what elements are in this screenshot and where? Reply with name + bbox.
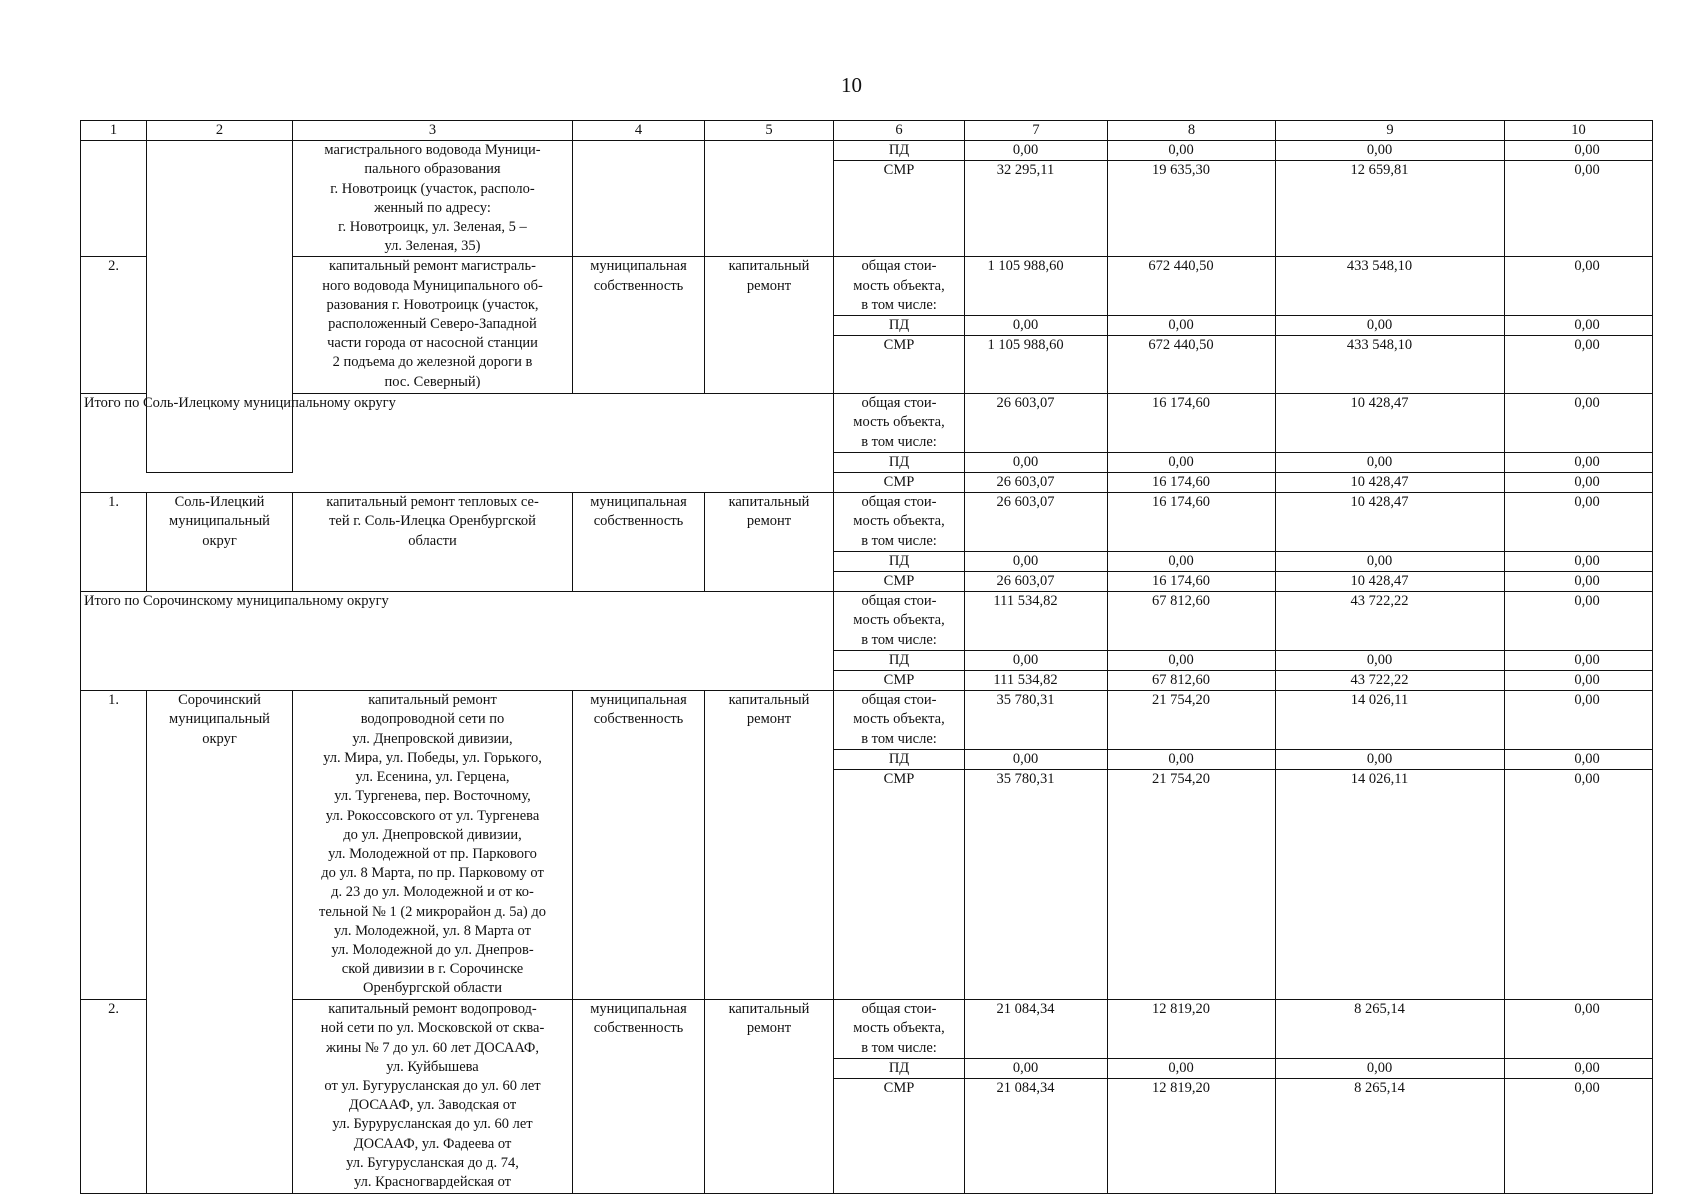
value-cell: 14 026,11 xyxy=(1276,691,1505,750)
value-cell: 21 084,34 xyxy=(965,1000,1108,1059)
value-cell: 0,00 xyxy=(1505,161,1653,257)
cost-type-pd: ПД xyxy=(834,749,965,769)
value-cell: 10 428,47 xyxy=(1276,572,1505,592)
header-cell: 2 xyxy=(147,121,293,141)
cost-type-total: общая стои- мость объекта, в том числе: xyxy=(834,1000,965,1059)
value-cell: 0,00 xyxy=(1505,493,1653,552)
page-number: 10 xyxy=(841,73,862,97)
row-number: 1. xyxy=(81,691,147,1000)
value-cell: 0,00 xyxy=(1108,316,1276,336)
row-number: 2. xyxy=(81,257,147,394)
value-cell: 0,00 xyxy=(1505,572,1653,592)
header-cell: 9 xyxy=(1276,121,1505,141)
row-number xyxy=(81,141,147,257)
value-cell: 433 548,10 xyxy=(1276,336,1505,394)
value-cell: 0,00 xyxy=(965,650,1108,670)
header-cell: 1 xyxy=(81,121,147,141)
ownership: муниципальная собственность xyxy=(573,691,705,1000)
cost-type-pd: ПД xyxy=(834,551,965,571)
value-cell: 0,00 xyxy=(1505,1000,1653,1059)
value-cell: 21 754,20 xyxy=(1108,691,1276,750)
cost-type-total: общая стои- мость объекта, в том числе: xyxy=(834,394,965,453)
value-cell: 0,00 xyxy=(1505,650,1653,670)
value-cell: 0,00 xyxy=(1505,551,1653,571)
total-label: Итого по Соль-Илецкому муниципальному округу xyxy=(81,394,834,493)
value-cell: 0,00 xyxy=(1505,671,1653,691)
value-cell: 26 603,07 xyxy=(965,473,1108,493)
value-cell: 16 174,60 xyxy=(1108,572,1276,592)
total-label: Итого по Сорочинскому муниципальному округу xyxy=(81,592,834,691)
value-cell: 12 819,20 xyxy=(1108,1000,1276,1059)
value-cell: 12 819,20 xyxy=(1108,1078,1276,1193)
value-cell: 26 603,07 xyxy=(965,394,1108,453)
header-cell: 3 xyxy=(293,121,573,141)
cost-type-smr: СМР xyxy=(834,671,965,691)
value-cell: 0,00 xyxy=(1276,141,1505,161)
value-cell: 0,00 xyxy=(1505,257,1653,316)
cost-type-smr: СМР xyxy=(834,572,965,592)
value-cell: 0,00 xyxy=(1505,141,1653,161)
cost-type-smr: СМР xyxy=(834,336,965,394)
value-cell: 8 265,14 xyxy=(1276,1078,1505,1193)
value-cell: 0,00 xyxy=(965,141,1108,161)
value-cell: 0,00 xyxy=(965,1058,1108,1078)
value-cell: 111 534,82 xyxy=(965,671,1108,691)
district-cell: Соль-Илецкий муниципальный округ xyxy=(147,493,293,592)
value-cell: 16 174,60 xyxy=(1108,493,1276,552)
object-name: капитальный ремонт водопровод- ной сети по ул. Московской от сква- жины № 7 до ул. 60 лет ДОСААФ, ул. Куйбышева от ул. Бугурусланская до ул. 60 лет ДОСААФ, ул. Заводская от ул. Бурурусланская до ул. 60 лет ДОСААФ, ул. Фадеева от ул. Бугурусланская до д. 74, ул. Красногвардейская от xyxy=(293,1000,573,1194)
value-cell: 0,00 xyxy=(965,316,1108,336)
value-cell: 0,00 xyxy=(1276,316,1505,336)
value-cell: 43 722,22 xyxy=(1276,671,1505,691)
value-cell: 0,00 xyxy=(1108,650,1276,670)
value-cell: 14 026,11 xyxy=(1276,770,1505,1000)
object-name: капитальный ремонт магистраль- ного водовода Муниципального об- разования г. Новотроицк (участок, расположенный Северо-Западной части города от насосной станции 2 подъема до железной дороги в пос. Северный) xyxy=(293,257,573,394)
cost-type-pd: ПД xyxy=(834,141,965,161)
ownership: муниципальная собственность xyxy=(573,257,705,394)
value-cell: 0,00 xyxy=(1108,1058,1276,1078)
table-row xyxy=(81,1000,1653,1059)
value-cell: 433 548,10 xyxy=(1276,257,1505,316)
object-name: магистрального водовода Муници- пального образования г. Новотроицк (участок, располо- женный по адресу: г. Новотроицк, ул. Зеленая, 5 – ул. Зеленая, 35) xyxy=(293,141,573,257)
table-row xyxy=(81,691,1653,750)
value-cell: 672 440,50 xyxy=(1108,336,1276,394)
cost-type-total: общая стои- мость объекта, в том числе: xyxy=(834,257,965,316)
ownership: муниципальная собственность xyxy=(573,493,705,592)
value-cell: 0,00 xyxy=(965,452,1108,472)
ownership: муниципальная собственность xyxy=(573,1000,705,1194)
value-cell: 0,00 xyxy=(965,551,1108,571)
object-name: капитальный ремонт тепловых се- тей г. Соль-Илецка Оренбургской области xyxy=(293,493,573,592)
header-cell: 5 xyxy=(705,121,834,141)
header-cell: 6 xyxy=(834,121,965,141)
value-cell: 35 780,31 xyxy=(965,770,1108,1000)
value-cell: 0,00 xyxy=(1505,316,1653,336)
value-cell: 32 295,11 xyxy=(965,161,1108,257)
work-type: капитальный ремонт xyxy=(705,257,834,394)
object-name: капитальный ремонт водопроводной сети по ул. Днепровской дивизии, ул. Мира, ул. Победы, ул. Горького, ул. Есенина, ул. Герцена, ул. Тургенева, пер. Восточному, ул. Рокоссовского от ул. Тургенева до ул. Днепровской дивизии, ул. Молодежной от пр. Паркового до ул. 8 Марта, по пр. Парковому от д. 23 до ул. Молодежной и от ко- тельной № 1 (2 микрорайон д. 5а) до ул. Молодежной, ул. 8 Марта от ул. Молодежной до ул. Днепров- ской дивизии в г. Сорочинске Оренбургской области xyxy=(293,691,573,1000)
value-cell: 43 722,22 xyxy=(1276,592,1505,651)
value-cell: 0,00 xyxy=(1505,473,1653,493)
value-cell: 0,00 xyxy=(1276,650,1505,670)
work-type: капитальный ремонт xyxy=(705,493,834,592)
total-row xyxy=(81,592,1653,651)
value-cell: 0,00 xyxy=(1505,1078,1653,1193)
cost-type-total: общая стои- мость объекта, в том числе: xyxy=(834,691,965,750)
value-cell: 672 440,50 xyxy=(1108,257,1276,316)
cost-type-pd: ПД xyxy=(834,316,965,336)
value-cell: 0,00 xyxy=(1505,336,1653,394)
value-cell: 16 174,60 xyxy=(1108,473,1276,493)
cost-type-smr: СМР xyxy=(834,161,965,257)
value-cell: 1 105 988,60 xyxy=(965,257,1108,316)
value-cell: 67 812,60 xyxy=(1108,592,1276,651)
work-type: капитальный ремонт xyxy=(705,691,834,1000)
work-type xyxy=(705,141,834,257)
value-cell: 67 812,60 xyxy=(1108,671,1276,691)
cost-type-total: общая стои- мость объекта, в том числе: xyxy=(834,493,965,552)
row-number: 1. xyxy=(81,493,147,592)
ownership xyxy=(573,141,705,257)
value-cell: 10 428,47 xyxy=(1276,493,1505,552)
value-cell: 0,00 xyxy=(1505,770,1653,1000)
value-cell: 0,00 xyxy=(1505,691,1653,750)
cost-type-pd: ПД xyxy=(834,650,965,670)
table-row xyxy=(81,257,1653,316)
value-cell: 0,00 xyxy=(1505,394,1653,453)
cost-type-smr: СМР xyxy=(834,473,965,493)
cost-type-pd: ПД xyxy=(834,452,965,472)
total-row xyxy=(81,394,1653,453)
cost-type-smr: СМР xyxy=(834,770,965,1000)
value-cell: 0,00 xyxy=(1505,592,1653,651)
value-cell: 26 603,07 xyxy=(965,493,1108,552)
value-cell: 1 105 988,60 xyxy=(965,336,1108,394)
cost-type-total: общая стои- мость объекта, в том числе: xyxy=(834,592,965,651)
value-cell: 0,00 xyxy=(965,749,1108,769)
value-cell: 0,00 xyxy=(1108,749,1276,769)
value-cell: 10 428,47 xyxy=(1276,473,1505,493)
header-cell: 8 xyxy=(1108,121,1276,141)
value-cell: 0,00 xyxy=(1108,141,1276,161)
district-cell: Сорочинский муниципальный округ xyxy=(147,691,293,1194)
header-cell: 10 xyxy=(1505,121,1653,141)
value-cell: 21 084,34 xyxy=(965,1078,1108,1193)
value-cell: 0,00 xyxy=(1276,452,1505,472)
value-cell: 0,00 xyxy=(1276,1058,1505,1078)
value-cell: 111 534,82 xyxy=(965,592,1108,651)
cost-type-smr: СМР xyxy=(834,1078,965,1193)
value-cell: 0,00 xyxy=(1108,551,1276,571)
cost-type-pd: ПД xyxy=(834,1058,965,1078)
table-row xyxy=(81,493,1653,552)
value-cell: 21 754,20 xyxy=(1108,770,1276,1000)
value-cell: 8 265,14 xyxy=(1276,1000,1505,1059)
value-cell: 19 635,30 xyxy=(1108,161,1276,257)
row-number: 2. xyxy=(81,1000,147,1194)
value-cell: 35 780,31 xyxy=(965,691,1108,750)
work-type: капитальный ремонт xyxy=(705,1000,834,1194)
value-cell: 0,00 xyxy=(1108,452,1276,472)
value-cell: 0,00 xyxy=(1276,551,1505,571)
value-cell: 26 603,07 xyxy=(965,572,1108,592)
header-row xyxy=(81,121,1653,141)
value-cell: 0,00 xyxy=(1505,1058,1653,1078)
value-cell: 0,00 xyxy=(1505,452,1653,472)
budget-table xyxy=(80,120,1653,1194)
value-cell: 12 659,81 xyxy=(1276,161,1505,257)
header-cell: 4 xyxy=(573,121,705,141)
value-cell: 0,00 xyxy=(1276,749,1505,769)
table-row xyxy=(81,141,1653,161)
header-cell: 7 xyxy=(965,121,1108,141)
value-cell: 10 428,47 xyxy=(1276,394,1505,453)
value-cell: 0,00 xyxy=(1505,749,1653,769)
value-cell: 16 174,60 xyxy=(1108,394,1276,453)
